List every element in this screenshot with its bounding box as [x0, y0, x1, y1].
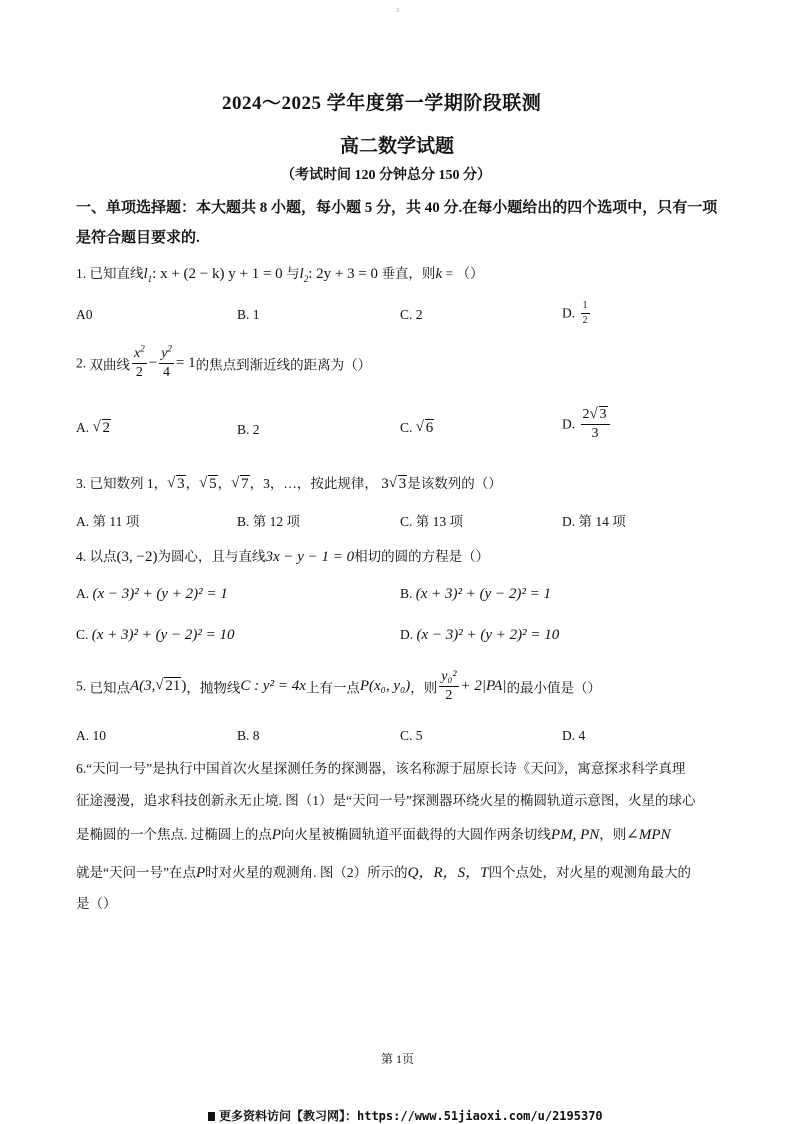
source-link[interactable]: 更多资料访问【教习网】：https://www.51jiaoxi.com/u/2195370 [208, 1107, 603, 1124]
q5-option-a: A. 10 [76, 728, 106, 743]
question-5: 5. 已知点A(3,√ 21)，抛物线C : y² = 4x上有一点P(x₀, y₀)，则 $\frac{\text{y₀²}}{2}$ + 2|PA|的最小值是（） [76, 670, 601, 703]
page-title: 2024～2025 学年度第一学期阶段联测 [222, 93, 542, 114]
q3-option-d: D. 第 14 项 [562, 514, 626, 529]
exam-note: （考试时间 120 分钟总分 150 分） [281, 168, 491, 183]
q5-option-d: D. 4 [562, 728, 586, 743]
flag-icon [208, 1112, 215, 1121]
header-mark: 3 [396, 8, 399, 14]
question-3: 3. 已知数列 1，√ 3，√ 5，√ 7，3，…，按此规律， 3√ 3是该数列的（） [76, 472, 502, 493]
q6-line-3: 是椭圆的一个焦点. 过椭圆上的点P向火星被椭圆轨道平面截得的大圆作两条切线PM, PN，则∠MPN [76, 827, 671, 843]
q2-option-c: C. √ 6 [400, 420, 434, 437]
q2-frac-y: $\frac{y^2}{4}$ [161, 343, 172, 380]
q4-option-c: C. (x + 3)² + (y − 2)² = 10 [76, 627, 235, 643]
page-number: 第 1页 [381, 1052, 415, 1066]
q4-option-a: A. (x − 3)² + (y + 2)² = 1 [76, 586, 228, 602]
q6-line-2: 征途漫漫，追求科技创新永无止境. 图（1）是“天问一号”探测器环绕火星的椭圆轨道示意图，火星的球心 [76, 793, 696, 808]
question-1 [76, 262, 483, 283]
q6-line-4: 就是“天问一号”在点P时对火星的观测角. 图（2）所示的Q，R，S，T四个点处，对火星的观测角最大的 [76, 865, 691, 881]
q1-option-b: B. 1 [237, 307, 260, 322]
q4-option-b: B. (x + 3)² + (y − 2)² = 1 [400, 586, 552, 602]
q1-text-b: 与 [286, 266, 300, 281]
q2-option-a: A. √ 2 [76, 420, 111, 437]
page-subtitle: 高二数学试题 [340, 136, 455, 157]
question-4: 4. 以点(3, −2)为圆心，且与直线3x − y − 1 = 0相切的圆的方程是（） [76, 549, 490, 565]
q3-option-c: C. 第 13 项 [400, 514, 464, 529]
q1-l2: $l_2$: 2y + 3 = 0 [299, 266, 379, 284]
q1-option-a: A0 [76, 307, 93, 322]
q1-number: 1. [76, 266, 87, 281]
question-2: 2. 双曲线 $\frac{x^2}{2}$ − $\frac{y^2}{4}$ = 1的焦点到渐近线的距离为（） [76, 343, 372, 380]
q2-option-d: D. $\frac{2√ 3}{3}$ [562, 408, 612, 441]
section-heading: 一、单项选择题：本大题共 8 小题，每小题 5 分，共 40 分.在每小题给出的四个选项中，只有一项是符合题目要求的. [76, 200, 718, 246]
q1-text-a: 已知直线 [89, 266, 144, 281]
q5-option-b: B. 8 [237, 728, 260, 743]
q1-text-c: 垂直，则 [381, 266, 436, 281]
q6-line-1: 6.“天问一号”是执行中国首次火星探测任务的探测器，该名称源于屈原长诗《天问》，寓意探求科学真理 [76, 761, 686, 776]
q1-text-d: = （） [445, 266, 484, 281]
q2-text-b: 的焦点到渐近线的距离为（） [195, 357, 372, 373]
q6-line-5: 是（） [76, 896, 117, 911]
q1-l1: $l_1$: x + (2 − k) y + 1 = 0 [143, 266, 283, 284]
q1-k: k [435, 266, 443, 282]
q3-option-b: B. 第 12 项 [237, 514, 301, 529]
q2-text-a: 双曲线 [89, 357, 130, 373]
q4-option-d: D. (x − 3)² + (y + 2)² = 10 [400, 627, 560, 643]
q3-option-a: A. 第 11 项 [76, 514, 140, 529]
q5-option-c: C. 5 [400, 728, 423, 743]
q2-number: 2. [76, 355, 87, 371]
q1-option-d: D. $\frac{1}{2}$ [562, 300, 588, 326]
q2-frac-x: $\frac{x^2}{2}$ [134, 343, 145, 380]
q1-option-c: C. 2 [400, 307, 423, 322]
q2-option-b: B. 2 [237, 422, 260, 437]
